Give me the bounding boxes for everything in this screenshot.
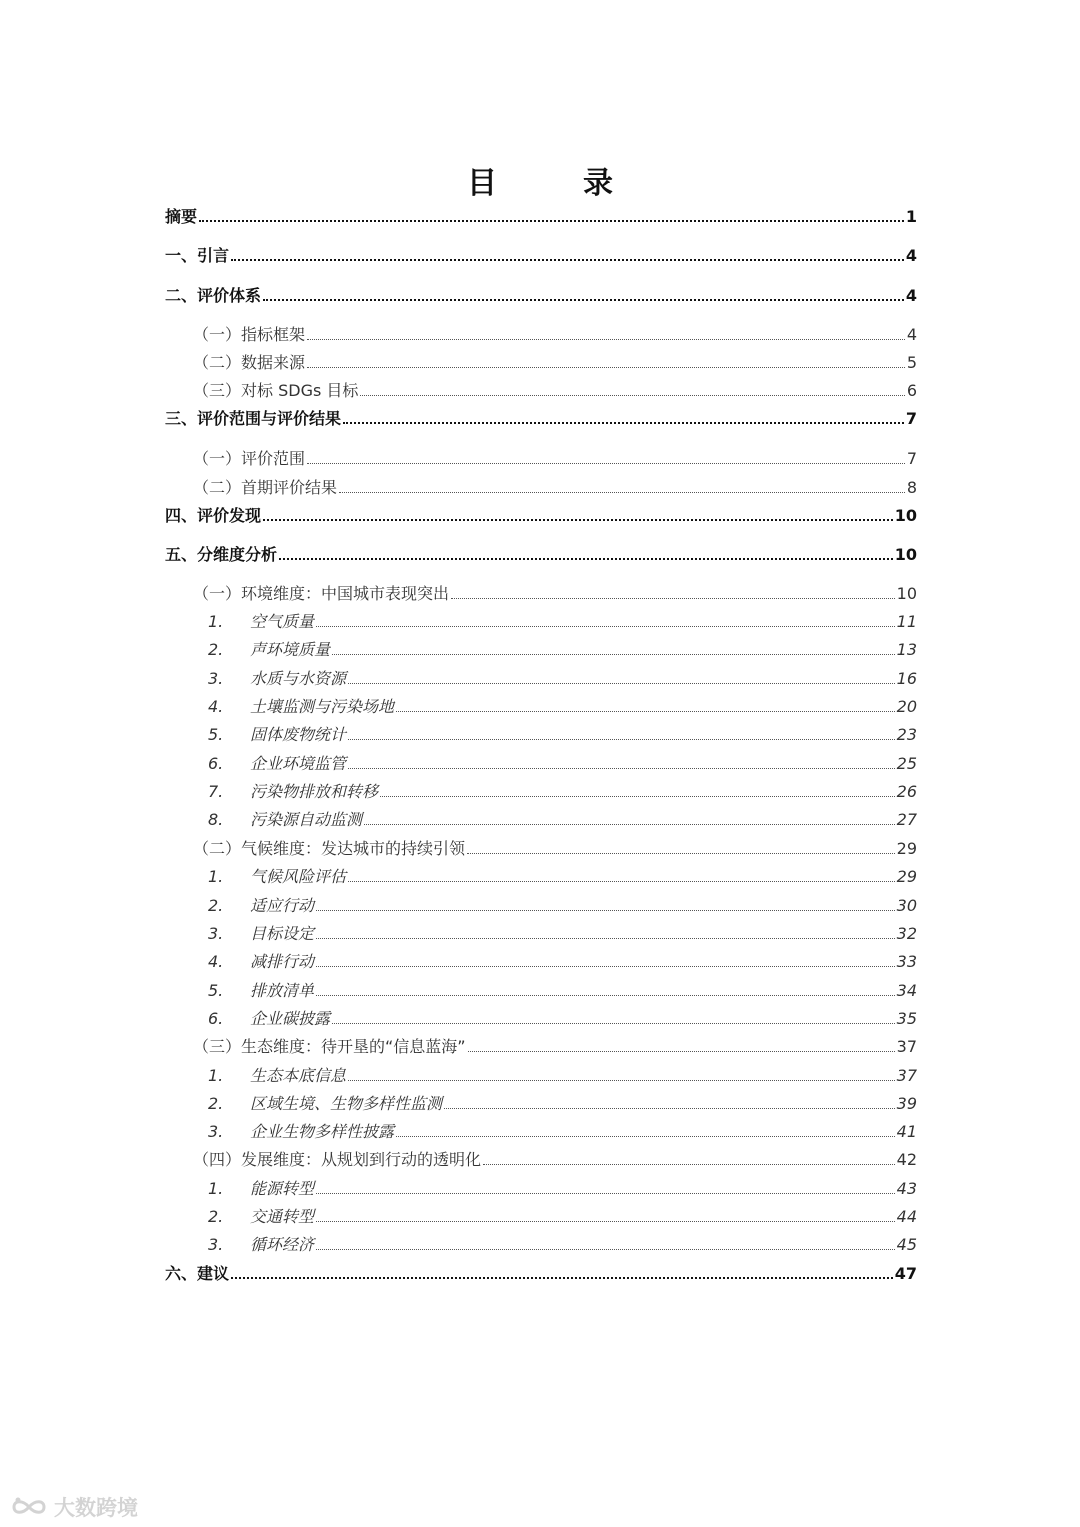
toc-entry[interactable]: [208, 636, 917, 660]
infinity-logo-icon: [10, 1496, 48, 1518]
toc-entry[interactable]: [208, 1175, 917, 1199]
toc-entry-label: 适应行动: [250, 896, 315, 915]
toc-entry-page-number: 10: [894, 506, 917, 525]
toc-entry[interactable]: [208, 665, 917, 689]
toc-entry-number: 5.: [208, 725, 224, 744]
toc-entry-number: 2.: [208, 1094, 224, 1113]
toc-entry-label: 减排行动: [250, 952, 315, 971]
toc-entry-page-number: 33: [896, 952, 917, 971]
toc-dot-leader: [263, 519, 893, 521]
toc-entry-label: 循环经济: [250, 1235, 315, 1254]
toc-dot-leader: [279, 558, 893, 560]
toc-entry-page-number: 35: [896, 1009, 917, 1028]
toc-entry-number: 6.: [208, 754, 224, 773]
toc-dot-leader: [348, 683, 895, 684]
toc-entry[interactable]: [193, 1033, 917, 1057]
toc-entry[interactable]: [193, 835, 917, 859]
toc-entry-page-number: 27: [896, 810, 917, 829]
toc-entry-page-number: 4: [906, 325, 917, 344]
toc-entry[interactable]: [208, 1005, 917, 1029]
toc-entry-number: 1.: [208, 1179, 224, 1198]
toc-entry[interactable]: [208, 892, 917, 916]
toc-dot-leader: [348, 1080, 895, 1081]
toc-entry-number: 5.: [208, 981, 224, 1000]
toc-entry-number: 4.: [208, 697, 224, 716]
toc-entry[interactable]: [165, 541, 917, 565]
toc-entry-label: （四）发展维度：从规划到行动的透明化: [193, 1150, 482, 1169]
toc-entry-page-number: 37: [896, 1066, 917, 1085]
toc-entry[interactable]: [208, 693, 917, 717]
toc-entry[interactable]: [208, 1118, 917, 1142]
toc-entry-label: 五、分维度分析: [165, 545, 278, 564]
toc-dot-leader: [316, 966, 895, 967]
toc-entry-label: 三、评价范围与评价结果: [165, 409, 342, 428]
toc-entry[interactable]: [193, 1146, 917, 1170]
toc-entry-number: 6.: [208, 1009, 224, 1028]
toc-entry[interactable]: [208, 608, 917, 632]
toc-entry[interactable]: [208, 1090, 917, 1114]
toc-entry-number: 3.: [208, 1235, 224, 1254]
toc-entry-number: 8.: [208, 810, 224, 829]
toc-entry-label: 能源转型: [250, 1179, 315, 1198]
toc-dot-leader: [339, 492, 905, 493]
watermark: [10, 1492, 138, 1522]
toc-dot-leader: [483, 1164, 895, 1165]
toc-dot-leader: [316, 1193, 895, 1194]
toc-entry-label: 固体废物统计: [250, 725, 347, 744]
toc-entry-label: 土壤监测与污染场地: [250, 697, 395, 716]
toc-dot-leader: [467, 853, 895, 854]
toc-entry-label: （一）指标框架: [193, 325, 306, 344]
toc-entry-number: 2.: [208, 896, 224, 915]
toc-entry-label: 一、引言: [165, 246, 230, 265]
toc-dot-leader: [396, 1136, 895, 1137]
toc-entry-page-number: 20: [896, 697, 917, 716]
toc-entry-page-number: 10: [896, 584, 917, 603]
toc-entry-label: 目标设定: [250, 924, 315, 943]
toc-entry[interactable]: [208, 1231, 917, 1255]
toc-dot-leader: [316, 910, 895, 911]
toc-entry-page-number: 37: [896, 1037, 917, 1056]
toc-entry-page-number: 43: [896, 1179, 917, 1198]
toc-dot-leader: [316, 1249, 895, 1250]
toc-entry-label: （三）生态维度：待开垦的“信息蓝海”: [193, 1037, 466, 1056]
toc-entry-page-number: 8: [906, 478, 917, 497]
toc-entry-page-number: 32: [896, 924, 917, 943]
toc-dot-leader: [468, 1051, 895, 1052]
toc-dot-leader: [332, 654, 895, 655]
toc-entry-label: 摘要: [165, 207, 198, 226]
toc-entry[interactable]: [208, 721, 917, 745]
toc-dot-leader: [348, 739, 895, 740]
toc-entry-page-number: 13: [896, 640, 917, 659]
toc-entry-label: 污染物排放和转移: [250, 782, 379, 801]
toc-entry-label: 气候风险评估: [250, 867, 347, 886]
toc-entry-label: 区域生境、生物多样性监测: [250, 1094, 443, 1113]
toc-entry-page-number: 25: [896, 754, 917, 773]
toc-entry-label: （一）环境维度：中国城市表现突出: [193, 584, 450, 603]
toc-dot-leader: [332, 1023, 895, 1024]
toc-entry[interactable]: [208, 806, 917, 830]
toc-entry-label: 生态本底信息: [250, 1066, 347, 1085]
toc-entry-label: 交通转型: [250, 1207, 315, 1226]
toc-entry[interactable]: [193, 321, 917, 345]
toc-entry-label: 企业环境监管: [250, 754, 347, 773]
toc-dot-leader: [348, 881, 895, 882]
toc-entry-page-number: 10: [894, 545, 917, 564]
toc-entry-page-number: 34: [896, 981, 917, 1000]
toc-entry-number: 3.: [208, 669, 224, 688]
toc-entry[interactable]: [193, 377, 917, 401]
toc-entry[interactable]: [193, 349, 917, 373]
toc-dot-leader: [307, 463, 905, 464]
toc-dot-leader: [307, 367, 905, 368]
toc-entry[interactable]: [165, 502, 917, 526]
toc-entry[interactable]: [208, 1062, 917, 1086]
toc-entry-page-number: 4: [905, 286, 917, 305]
toc-entry-page-number: 4: [905, 246, 917, 265]
toc-entry-label: 空气质量: [250, 612, 315, 631]
toc-entry-page-number: 1: [905, 207, 917, 226]
toc-entry[interactable]: [208, 977, 917, 1001]
toc-entry-label: （二）数据来源: [193, 353, 306, 372]
toc-entry-label: 六、建议: [165, 1264, 230, 1283]
toc-entry-page-number: 7: [905, 409, 917, 428]
toc-entry-label: （二）气候维度：发达城市的持续引领: [193, 839, 466, 858]
toc-entry[interactable]: [208, 863, 917, 887]
toc-dot-leader: [360, 395, 904, 396]
toc-entry[interactable]: [165, 1260, 917, 1284]
toc-entry-page-number: 41: [896, 1122, 917, 1141]
toc-entry-label: 水质与水资源: [250, 669, 347, 688]
toc-entry-number: 3.: [208, 1122, 224, 1141]
toc-entry-label: （三）对标 SDGs 目标: [193, 381, 359, 400]
toc-entry-number: 1.: [208, 612, 224, 631]
toc-entry-page-number: 45: [896, 1235, 917, 1254]
toc-entry-page-number: 47: [894, 1264, 917, 1283]
toc-entry-number: 1.: [208, 867, 224, 886]
toc-entry[interactable]: [165, 242, 917, 266]
toc-dot-leader: [364, 824, 895, 825]
toc-dot-leader: [231, 1277, 893, 1279]
toc-dot-leader: [231, 259, 904, 261]
toc-entry-page-number: 29: [896, 867, 917, 886]
toc-entry[interactable]: [193, 580, 917, 604]
toc-dot-leader: [380, 796, 895, 797]
toc-entry-page-number: 6: [906, 381, 917, 400]
toc-dot-leader: [348, 768, 895, 769]
toc-entry-label: 企业生物多样性披露: [250, 1122, 395, 1141]
toc-entry[interactable]: [208, 750, 917, 774]
toc-entry-label: 企业碳披露: [250, 1009, 331, 1028]
toc-entry-page-number: 29: [896, 839, 917, 858]
toc-entry[interactable]: [165, 405, 917, 429]
toc-entry-number: 3.: [208, 924, 224, 943]
toc-entry-label: 声环境质量: [250, 640, 331, 659]
toc-dot-leader: [343, 422, 904, 424]
toc-entry-label: 污染源自动监测: [250, 810, 363, 829]
page-title: 目 录: [467, 166, 641, 202]
toc-entry-page-number: 5: [906, 353, 917, 372]
toc-entry[interactable]: [208, 920, 917, 944]
toc-entry-page-number: 26: [896, 782, 917, 801]
toc-entry-label: （一）评价范围: [193, 449, 306, 468]
watermark-text: 大数跨境: [54, 1496, 138, 1520]
toc-dot-leader: [451, 598, 895, 599]
toc-dot-leader: [396, 711, 895, 712]
toc-dot-leader: [307, 339, 905, 340]
toc-entry-number: 4.: [208, 952, 224, 971]
toc-entry-page-number: 23: [896, 725, 917, 744]
toc-dot-leader: [199, 220, 904, 222]
toc-entry-number: 2.: [208, 640, 224, 659]
toc-dot-leader: [316, 1221, 895, 1222]
toc-entry[interactable]: [208, 948, 917, 972]
toc-entry-page-number: 30: [896, 896, 917, 915]
toc-dot-leader: [316, 938, 895, 939]
toc-entry-page-number: 39: [896, 1094, 917, 1113]
toc-entry-page-number: 11: [896, 612, 917, 631]
toc-entry[interactable]: [208, 1203, 917, 1227]
toc-entry-label: 二、评价体系: [165, 286, 262, 305]
toc-entry-number: 7.: [208, 782, 224, 801]
toc-entry-page-number: 7: [906, 449, 917, 468]
toc-dot-leader: [316, 626, 895, 627]
toc-entry-label: （二）首期评价结果: [193, 478, 338, 497]
toc-dot-leader: [263, 299, 904, 301]
toc-entry[interactable]: [208, 778, 917, 802]
toc-entry-label: 排放清单: [250, 981, 315, 1000]
toc-entry-page-number: 16: [896, 669, 917, 688]
toc-dot-leader: [316, 995, 895, 996]
toc-entry[interactable]: [165, 282, 917, 306]
toc-entry-page-number: 44: [896, 1207, 917, 1226]
toc-entry[interactable]: [193, 474, 917, 498]
toc-entry-label: 四、评价发现: [165, 506, 262, 525]
toc-entry[interactable]: [193, 445, 917, 469]
toc-entry[interactable]: [165, 203, 917, 227]
toc-dot-leader: [444, 1108, 895, 1109]
toc-entry-number: 2.: [208, 1207, 224, 1226]
toc-entry-number: 1.: [208, 1066, 224, 1085]
toc-entry-page-number: 42: [896, 1150, 917, 1169]
